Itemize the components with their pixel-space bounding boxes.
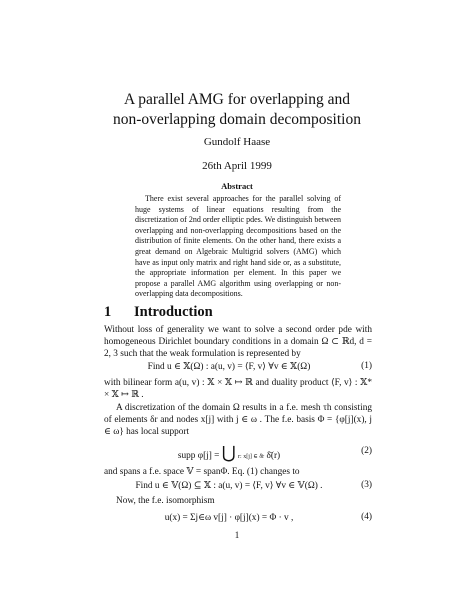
title-line-2: non-overlapping domain decomposition bbox=[113, 111, 361, 128]
equation-3-number: (3) bbox=[361, 480, 372, 490]
big-union-symbol: ⋃ bbox=[221, 443, 236, 462]
bilinear-form-paragraph: with bilinear form a(u, v) : 𝕏 × 𝕏 ↦ ℝ and duality product ⟨F, v⟩ : 𝕏* × 𝕏 ↦ ℝ . bbox=[104, 378, 372, 401]
equation-2-body: supp φ[j] = ⋃ r: x[j] ∈ δ̄r δ̄(r) bbox=[177, 443, 281, 462]
paper-title bbox=[0, 90, 474, 130]
abstract-body: There exist several approaches for the parallel solving of huge systems of linear equations resulting from the discretization of 2nd order elliptic pdes. We distinguish between overlapping and non-overlapping decompositions based on the distribution of finite elements. On the other hand, there exists a great demand on Algebraic Multigrid solvers (AMG) which have as input only matrix and right hand side or, as a substitute, the appropriate information per element. In this paper we propose a parallel AMG algorithm using overlapping or non-overlapping data decompositions. bbox=[135, 194, 341, 299]
discretization-paragraph: A discretization of the domain Ω results in a f.e. mesh τh consisting of elements δr and nodes x[j] with j ∈ ω . The f.e. basis Φ = {φ[j](x), j ∈ ω} has local support bbox=[104, 403, 372, 438]
section-title: Introduction bbox=[134, 304, 213, 320]
section-heading bbox=[104, 304, 213, 321]
section-number: 1 bbox=[104, 304, 112, 320]
equation-1-body: Find u ∈ 𝕏(Ω) : a(u, v) = ⟨F, v⟩ ∀v ∈ 𝕏(Ω) bbox=[147, 362, 311, 372]
equation-3-body: Find u ∈ 𝕍(Ω) ⊆ 𝕏 : a(u, v) = ⟨F, v⟩ ∀v ∈ 𝕍(Ω) . bbox=[135, 481, 323, 491]
equation-2-number: (2) bbox=[361, 446, 372, 456]
union-subscript: r: x[j] ∈ δ̄r bbox=[238, 454, 265, 460]
equation-4-number: (4) bbox=[361, 512, 372, 522]
abstract-heading: Abstract bbox=[221, 181, 253, 191]
isomorphism-paragraph: Now, the f.e. isomorphism bbox=[116, 496, 215, 506]
page-number: 1 bbox=[234, 530, 240, 540]
author: Gundolf Haase bbox=[203, 136, 271, 148]
spans-paragraph: and spans a f.e. space 𝕍 = spanΦ. Eq. (1) changes to bbox=[104, 467, 300, 477]
equation-1-number: (1) bbox=[361, 361, 372, 371]
intro-paragraph: Without loss of generality we want to solve a second order pde with homogeneous Dirichlet boundary conditions in a domain Ω ⊂ ℝd, d = 2, 3 such that the weak formulation is represented by bbox=[104, 325, 372, 360]
title-line-1: A parallel AMG for overlapping and bbox=[124, 91, 350, 108]
date: 26th April 1999 bbox=[202, 160, 272, 172]
equation-4-body: u(x) = Σj∈ω v[j] · φ[j](x) = Φ · v , bbox=[164, 513, 294, 523]
